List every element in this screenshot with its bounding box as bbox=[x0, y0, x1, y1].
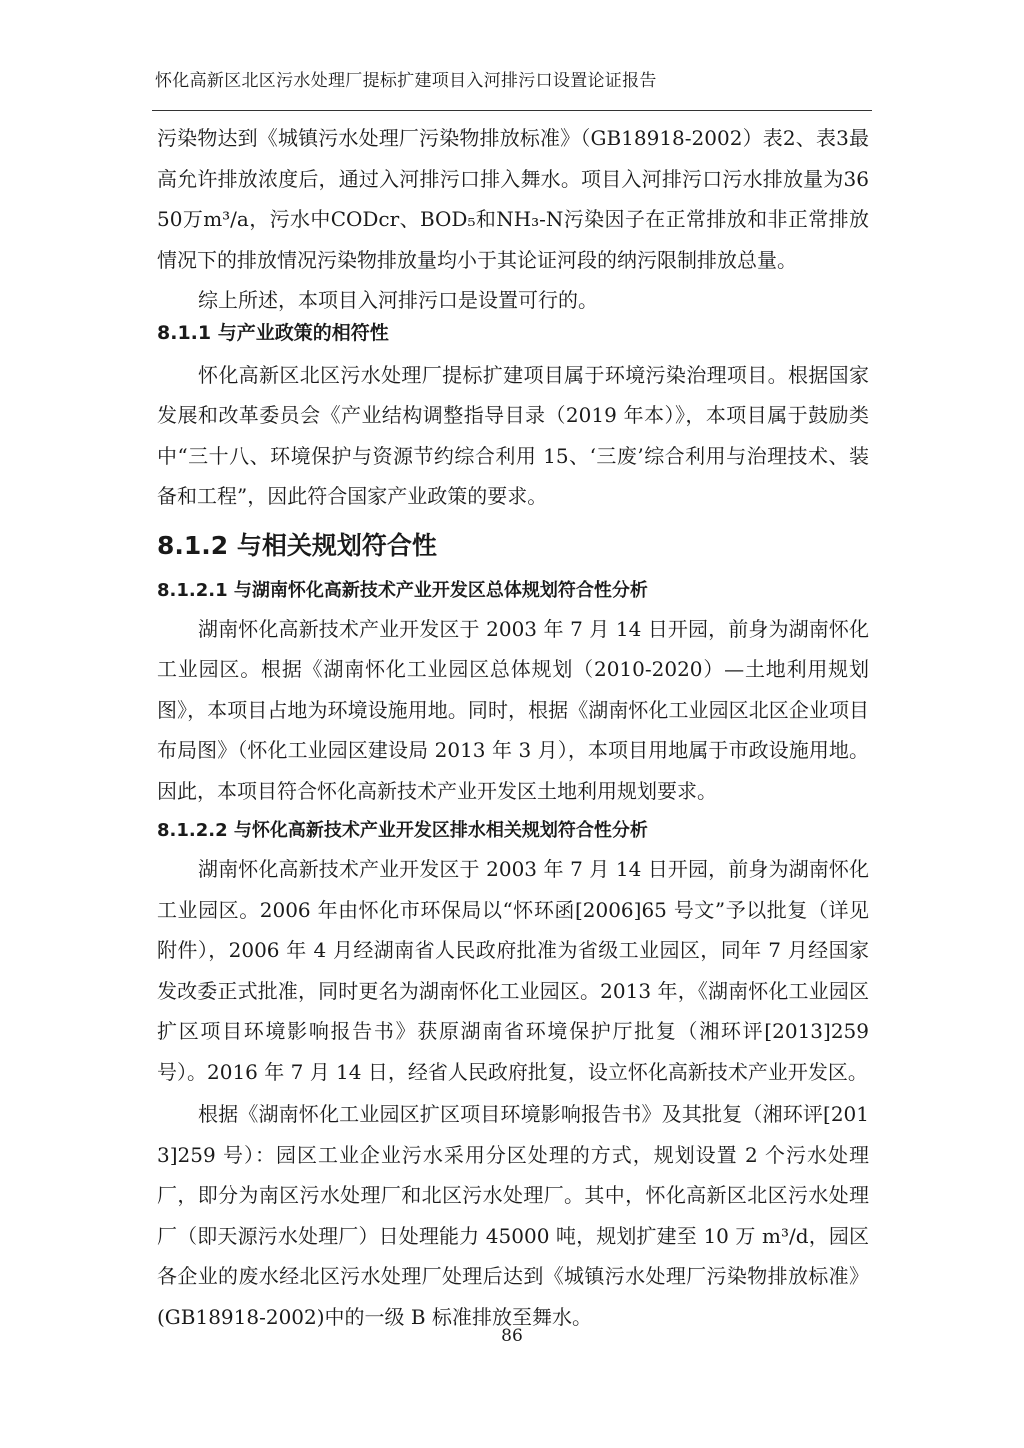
running-header: 怀化高新区北区污水处理厂提标扩建项目入河排污口设置论证报告 bbox=[155, 71, 657, 91]
heading-8-1-2-2: 8.1.2.2 与怀化高新技术产业开发区排水相关规划符合性分析 bbox=[157, 820, 648, 841]
paragraph-drainage-history: 湖南怀化高新技术产业开发区于 2003 年 7 月 14 日开园，前身为湖南怀化工业园区。2006 年由怀化市环保局以“怀环函[2006]65 号文”予以批复（详见附件），2006 年 4 月经湖南省人民政府批准为省级工业园区，同年 7 月经国家发改委正式批准，同时更名为湖南怀化工业园区。2013 年，《湖南怀化工业园区扩区项目环境影响报告书》获原湖南省环境保护厅批复（湘环评[2013]259 号）。2016 年 7 月 14 日，经省人民政府批复，设立怀化高新技术产业开发区。 bbox=[157, 857, 869, 1084]
heading-8-1-1: 8.1.1 与产业政策的相符性 bbox=[157, 321, 389, 344]
paragraph-overall-plan: 湖南怀化高新技术产业开发区于 2003 年 7 月 14 日开园，前身为湖南怀化工业园区。根据《湖南怀化工业园区总体规划（2010-2020）—土地利用规划图》，本项目占地为环境设施用地。同时，根据《湖南怀化工业园区北区企业项目布局图》（怀化工业园区建设局 2013 年 3 月），本项目用地属于市政设施用地。因此，本项目符合怀化高新技术产业开发区土地利用规划要求。 bbox=[157, 616, 869, 803]
paragraph-industrial-policy: 怀化高新区北区污水处理厂提标扩建项目属于环境污染治理项目。根据国家发展和改革委员会《产业结构调整指导目录（2019 年本）》，本项目属于鼓励类中“三十八、环境保护与资源节约综合利用 15、‘三废’综合利用与治理技术、装备和工程”，因此符合国家产业政策的要求。 bbox=[157, 362, 869, 508]
paragraph-discharge-standard: 污染物达到《城镇污水处理厂污染物排放标准》（GB18918-2002）表2、表3最高允许排放浓度后，通过入河排污口排入舞水。项目入河排污口污水排放量为3650万m³/a，污水中CODcr、BOD₅和NH₃-N污染因子在正常排放和非正常排放情况下的排放情况污染物排放量均小于其论证河段的纳污限制排放总量。 bbox=[157, 126, 869, 272]
paragraph-conclusion: 综上所述，本项目入河排污口是设置可行的。 bbox=[198, 288, 598, 312]
heading-8-1-2-1: 8.1.2.1 与湖南怀化高新技术产业开发区总体规划符合性分析 bbox=[157, 579, 648, 601]
page-body bbox=[157, 118, 869, 1337]
paragraph-drainage-plan: 根据《湖南怀化工业园区扩区项目环境影响报告书》及其批复（湘环评[2013]259 号）：园区工业企业污水采用分区处理的方式，规划设置 2 个污水处理厂，即分为南区污水处理厂和北区污水处理厂。其中，怀化高新区北区污水处理厂（即天源污水处理厂）日处理能力 45000 吨，规划扩建至 10 万 m³/d，园区各企业的废水经北区污水处理厂处理后达到《城镇污水处理厂污染物排放标准》(GB18918-2002)中的一级 B 标准排放至舞水。 bbox=[157, 1102, 869, 1329]
heading-8-1-2: 8.1.2 与相关规划符合性 bbox=[157, 530, 437, 560]
header-divider bbox=[152, 110, 872, 111]
page-number: 86 bbox=[501, 1326, 523, 1346]
